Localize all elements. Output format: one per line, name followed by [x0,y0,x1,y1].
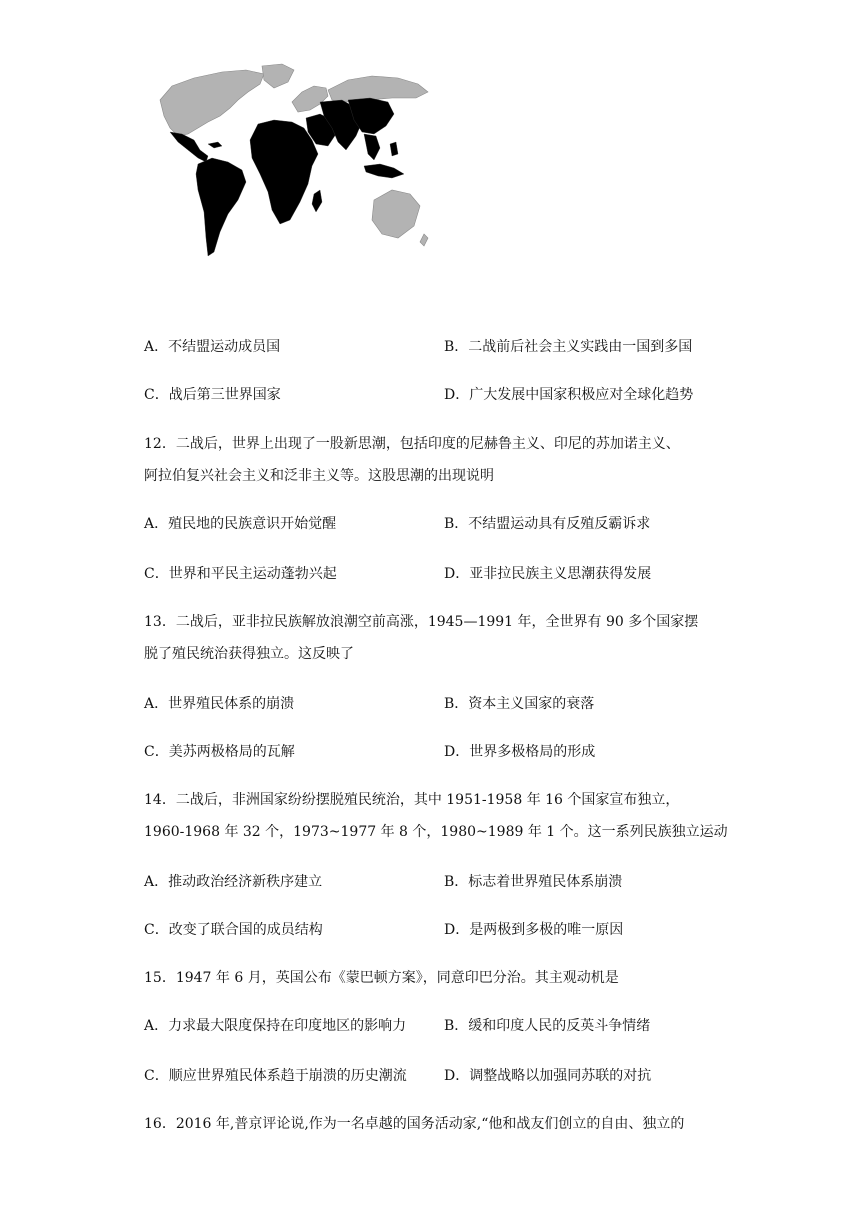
q15-option-d: D．调整战略以加强同苏联的对抗 [444,1068,652,1084]
q14-option-b: B．标志着世界殖民体系崩溃 [444,874,623,890]
q14-option-a: A．推动政治经济新秩序建立 [144,874,323,890]
q16-stem-line1: 16．2016 年,普京评论说,作为一名卓越的国务活动家,“他和战友们创立的自由、独立的 [144,1116,685,1132]
q11-option-b: B．二战前后社会主义实践由一国到多国 [444,339,693,355]
q13-stem-line1: 13．二战后，亚非拉民族解放浪潮空前高涨，1945—1991 年，全世界有 90 多个国家摆 [144,614,699,630]
q15-stem-line1: 15．1947 年 6 月，英国公布《蒙巴顿方案》，同意印巴分治。其主观动机是 [144,970,619,986]
q12-option-b: B．不结盟运动具有反殖反霸诉求 [444,516,651,532]
world-map-figure [142,62,434,262]
q12-stem-line2: 阿拉伯复兴社会主义和泛非主义等。这股思潮的出现说明 [144,468,494,484]
q11-option-d: D．广大发展中国家积极应对全球化趋势 [444,387,694,403]
q12-option-d: D．亚非拉民族主义思潮获得发展 [444,566,652,582]
q11-option-a: A．不结盟运动成员国 [144,339,281,355]
q12-stem-line1: 12．二战后，世界上出现了一股新思潮，包括印度的尼赫鲁主义、印尼的苏加诺主义、 [144,436,680,452]
q11-option-c: C．战后第三世界国家 [144,387,281,403]
q14-stem-line2: 1960-1968 年 32 个，1973~1977 年 8 个，1980~1989 年 1 个。这一系列民族独立运动 [144,824,728,840]
q13-stem-line2: 脱了殖民统治获得独立。这反映了 [144,646,354,662]
q13-option-b: B．资本主义国家的衰落 [444,696,595,712]
q14-option-c: C．改变了联合国的成员结构 [144,922,323,938]
q15-option-c: C．顺应世界殖民体系趋于崩溃的历史潮流 [144,1068,407,1084]
q13-option-d: D．世界多极格局的形成 [444,744,596,760]
q13-option-c: C．美苏两极格局的瓦解 [144,744,295,760]
q14-stem-line1: 14．二战后，非洲国家纷纷摆脱殖民统治，其中 1951-1958 年 16 个国家宣布独立， [144,792,680,808]
q15-option-b: B．缓和印度人民的反英斗争情绪 [444,1018,651,1034]
q14-option-d: D．是两极到多极的唯一原因 [444,922,624,938]
q12-option-c: C．世界和平民主运动蓬勃兴起 [144,566,337,582]
q12-option-a: A．殖民地的民族意识开始觉醒 [144,516,337,532]
q15-option-a: A．力求最大限度保持在印度地区的影响力 [144,1018,407,1034]
q13-option-a: A．世界殖民体系的崩溃 [144,696,295,712]
